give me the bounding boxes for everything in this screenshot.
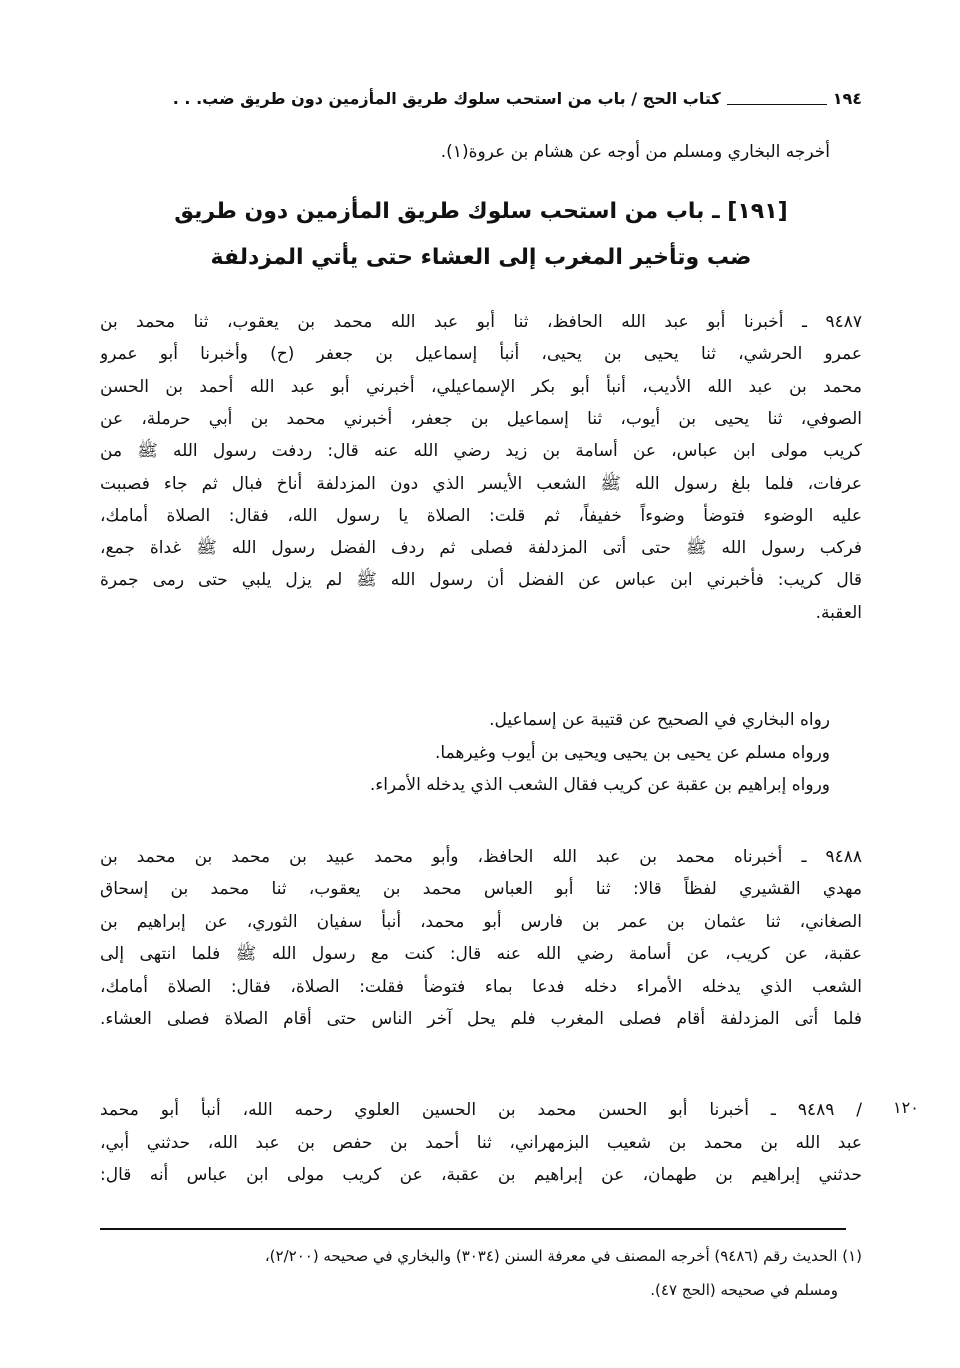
footnotes-line: ومسلم في صحيحه (الحج ٤٧). (650, 1281, 838, 1299)
hadith-9487-line: ٩٤٨٧ ـ أخبرنا أبو عبد الله الحافظ، ثنا أبو عبد الله محمد بن يعقوب، ثنا محمد بن (100, 312, 862, 332)
narrations-line: رواه البخاري في الصحيح عن قتيبة عن إسماعيل. (489, 710, 830, 730)
margin-page-number: ١٢٠ (893, 1098, 919, 1117)
hadith-9488-line: ٩٤٨٨ ـ أخبرناه محمد بن عبد الله الحافظ، وأبو محمد عبيد بن محمد بن محمد بن (100, 847, 862, 867)
narrations-line: ورواه مسلم عن يحيى بن يحيى ويحيى بن أيوب وغيرهما. (435, 742, 830, 763)
hadith-9487-line: العقبة. (815, 602, 862, 623)
footnotes-line: (١) الحديث رقم (٩٤٨٦) أخرجه المصنف في معرفة السنن (٣٠٣٤) والبخاري في صحيحه (٢/٢٠٠)، (264, 1247, 862, 1265)
chapter-heading-line-1: [١٩١] ـ باب من استحب سلوك طريق المأزمين دون طريق (174, 199, 788, 224)
intro-line: أخرجه البخاري ومسلم من أوجه عن هشام بن عروة(١). (440, 142, 830, 162)
header-rule (727, 94, 827, 105)
hadith-9487-line: قال كريب: فأخبرني ابن عباس عن الفضل أن رسول الله ﷺ لم يزل يلبي حتى رمى جمرة (100, 570, 862, 591)
hadith-9488-line: الصغاني، ثنا عثمان بن عمر بن فارس أبو محمد، أنبأ سفيان الثوري، عن إبراهيم بن (100, 911, 862, 932)
hadith-9487-line: عمرو الحرشي، ثنا يحيى بن يحيى، أنبأ إسماعيل بن جعفر (ح) وأخبرنا أبو عمرو (100, 344, 862, 365)
hadith-9488-line: فلما أتى المزدلفة أقام فصلى المغرب فلم يحل آخر الناس حتى أقام الصلاة فصلى العشاء. (100, 1009, 862, 1029)
hadith-9488-line: الشعب الذي يدخله الأمراء دخله فدعا بماء فتوضأ فقلت: الصلاة، فقال: الصلاة أمامك، (100, 976, 862, 997)
hadith-9489-line: عبد الله بن محمد بن شعيب البزمهراني، ثنا أحمد بن حفص بن عبد الله، حدثني أبي، (100, 1132, 862, 1153)
hadith-9487-line: الصوفي، ثنا يحيى بن أيوب، ثنا إسماعيل بن جعفر، أخبرني محمد بن أبي حرملة، عن (100, 408, 862, 429)
hadith-9487-line: فركب رسول الله ﷺ حتى أتى المزدلفة فصلى ثم ردف الفضل رسول الله ﷺ غداة جمع، (100, 538, 862, 559)
hadith-9487-line: محمد بن عبد الله الأديب، أنبأ أبو بكر الإسماعيلي، أخبرني أبو عبد الله أحمد بن الحسن (100, 376, 862, 397)
narrations-line: ورواه إبراهيم بن عقبة عن كريب فقال الشعب الذي يدخله الأمراء. (369, 775, 830, 795)
running-header (100, 86, 862, 112)
running-title: كتاب الحج / باب من استحب سلوك طريق المأزمين دون طريق ضب. . . (172, 89, 721, 108)
hadith-9487-line: عليه الوضوء فتوضأ وضوءاً خفيفاً، ثم قلت: الصلاة يا رسول الله، فقال: الصلاة أمامك، (100, 505, 862, 526)
footnote-rule (100, 1228, 846, 1230)
hadith-9488-line: مهدي القشيري لفظاً قالا: ثنا أبو العباس محمد بن يعقوب، ثنا محمد بن إسحاق (100, 879, 862, 900)
hadith-9489-line: / ٩٤٨٩ ـ أخبرنا أبو الحسن محمد بن الحسين العلوي رحمه الله، أنبأ أبو محمد (100, 1100, 862, 1120)
hadith-9488-line: عقبة، عن كريب، عن أسامة رضي الله عنه قال: كنت مع رسول الله ﷺ فلما انتهى إلى (100, 944, 862, 965)
hadith-9487-line: كريب مولى ابن عباس، عن أسامة بن زيد رضي الله عنه قال: ردفت رسول الله ﷺ من (100, 441, 862, 462)
hadith-9487-line: عرفات، فلما بلغ رسول الله ﷺ الشعب الأيسر الذي دون المزدلفة أناخ فبال ثم جاء فصببت (100, 473, 862, 494)
hadith-9489-line: حدثني إبراهيم بن طهمان، عن إبراهيم بن عقبة، عن كريب مولى ابن عباس أنه قال: (100, 1165, 862, 1185)
page-number: ١٩٤ (832, 89, 862, 108)
chapter-heading-line-2: ضب وتأخير المغرب إلى العشاء حتى يأتي المزدلفة (210, 245, 752, 270)
